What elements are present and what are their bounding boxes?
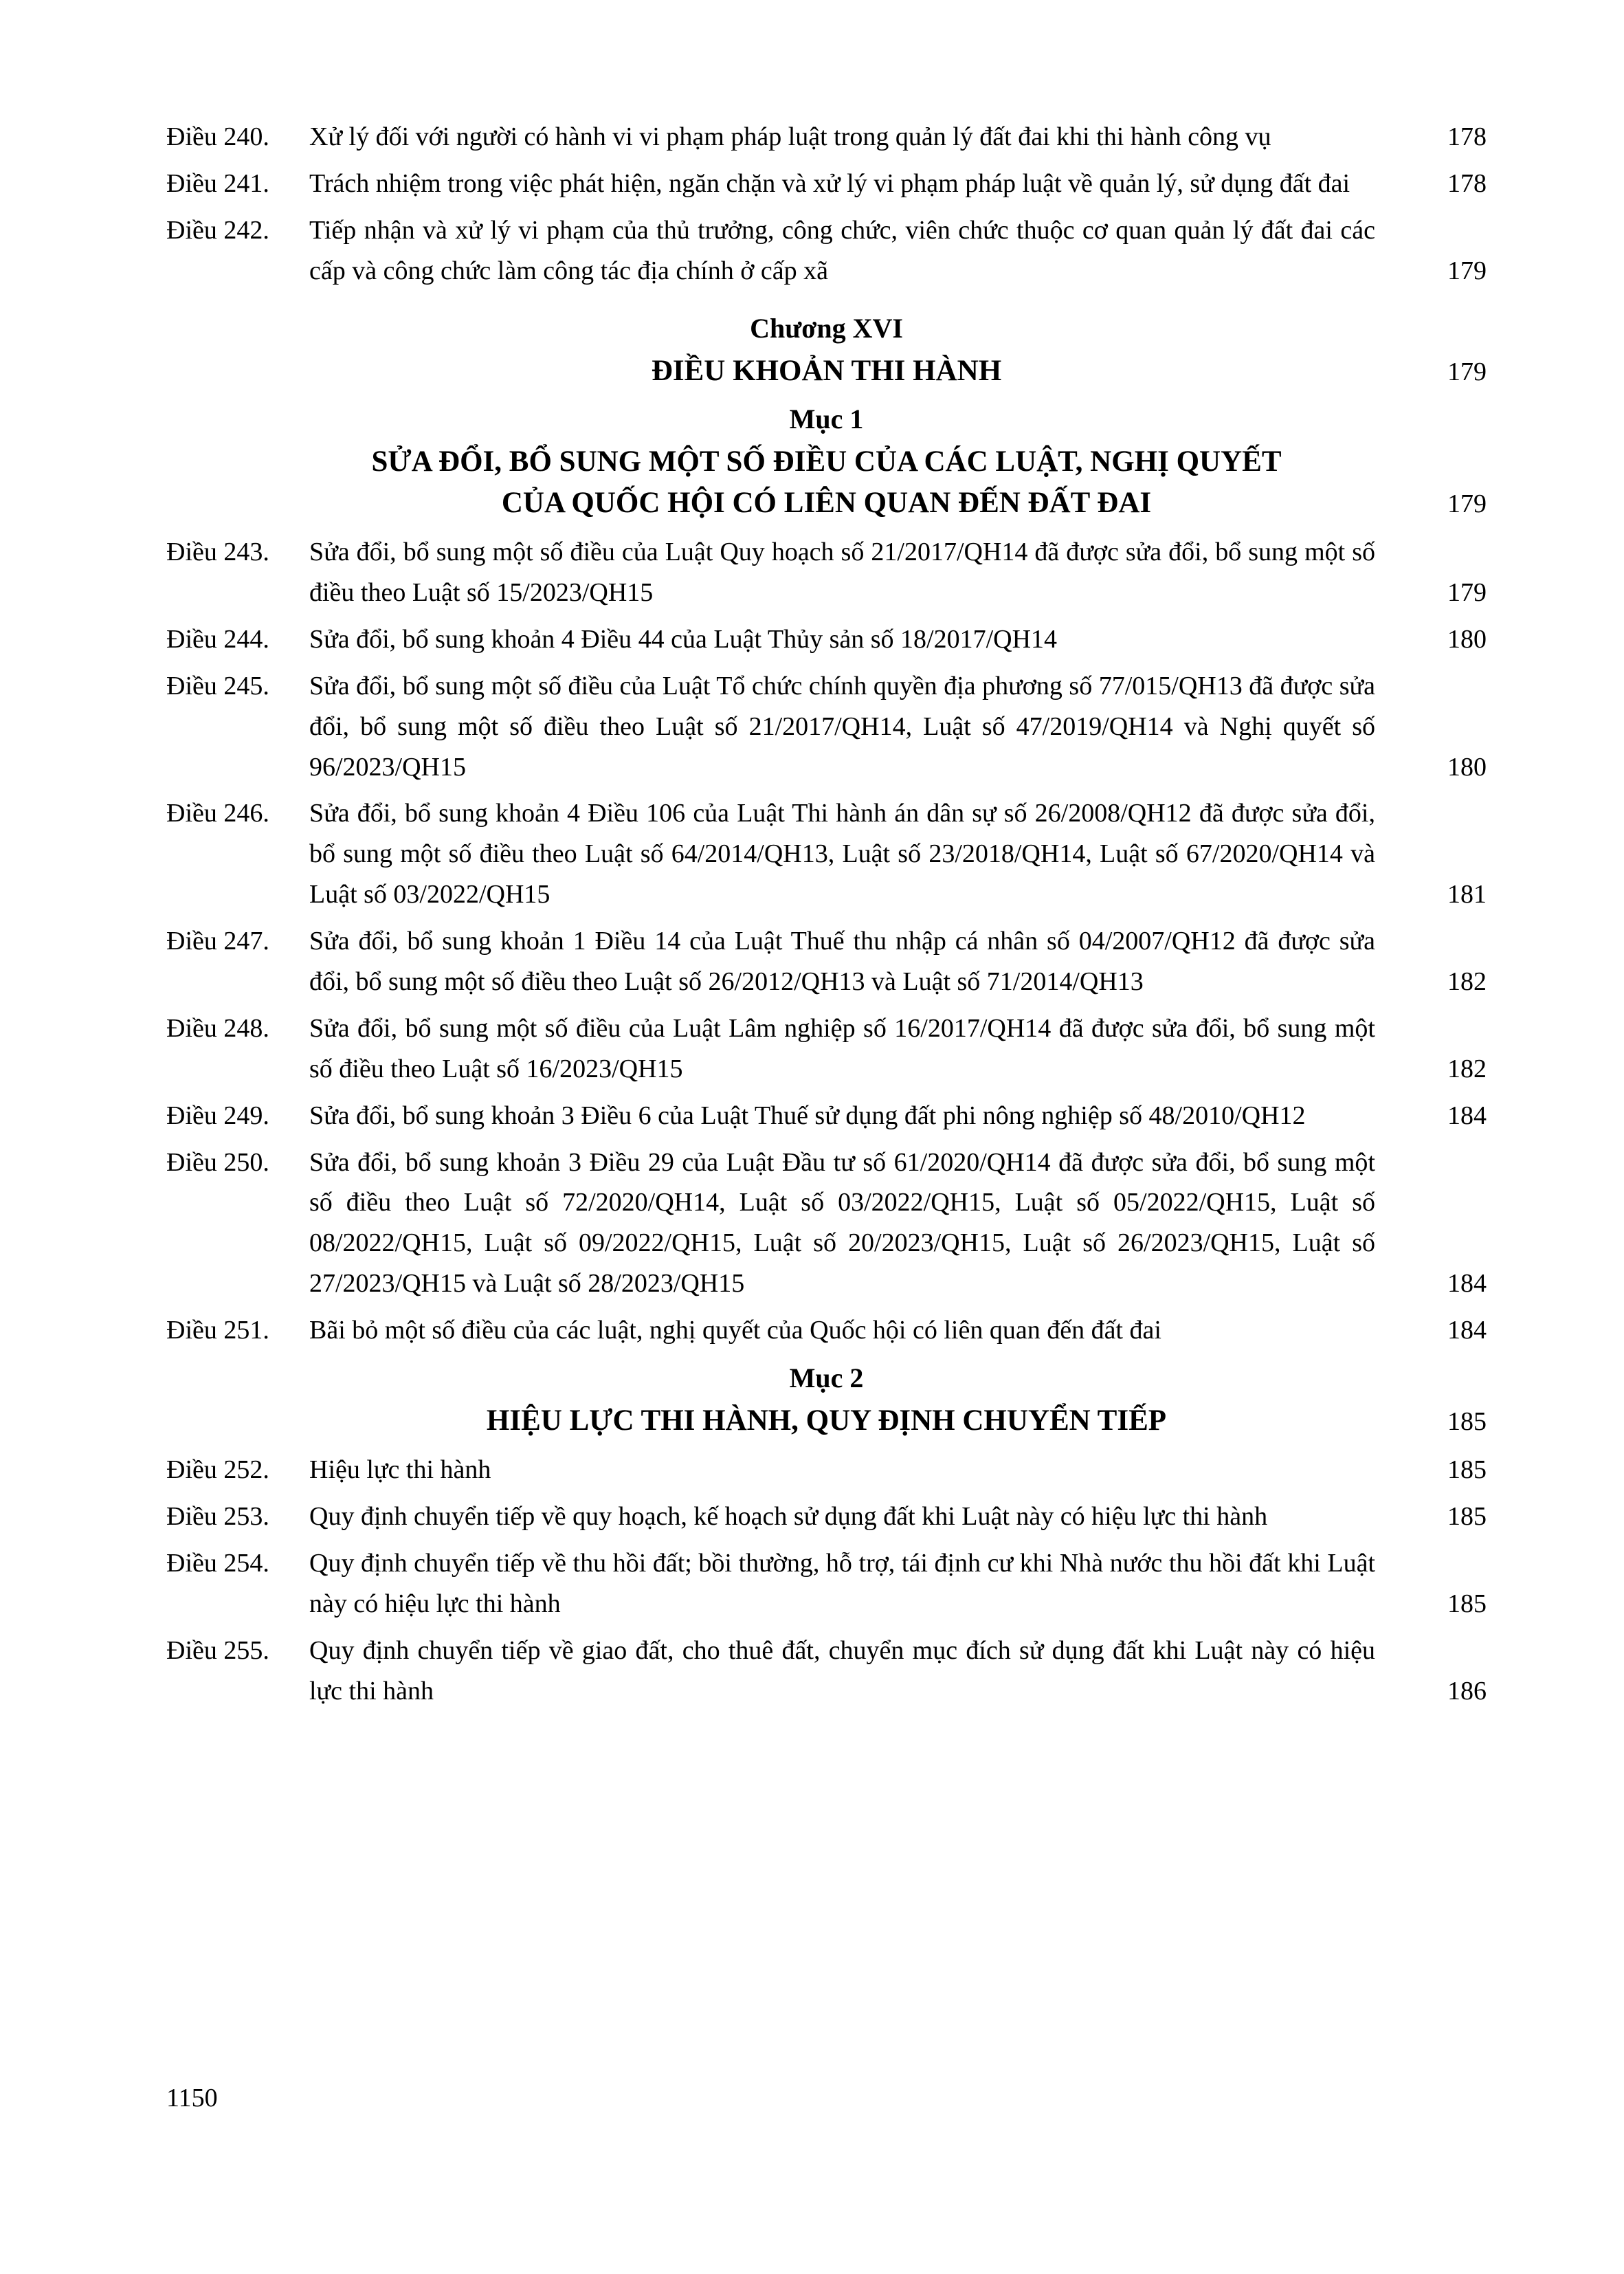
toc-heading-chapter-label: [166, 309, 1487, 348]
toc-entry: [166, 164, 1487, 204]
toc-heading-muc-label: [166, 400, 1487, 439]
entry-page-number: 184: [1447, 1316, 1487, 1345]
entry-article-label: Điều 240.: [166, 122, 269, 151]
heading-text: SỬA ĐỔI, BỔ SUNG MỘT SỐ ĐIỀU CỦA CÁC LUẬT, NGHỊ QUYẾT CỦA QUỐC HỘI CÓ LIÊN QUAN ĐẾN ĐẤT ĐAI: [371, 445, 1282, 519]
toc-heading-chapter-title: [166, 351, 1487, 392]
entry-page-number: 181: [1447, 880, 1487, 909]
toc-entry: [166, 1142, 1487, 1305]
entry-page-number: 186: [1447, 1676, 1487, 1706]
heading-text: HIỆU LỰC THI HÀNH, QUY ĐỊNH CHUYỂN TIẾP: [486, 1404, 1167, 1437]
entry-page-number: 179: [1447, 357, 1487, 386]
heading-text: Mục 1: [789, 403, 864, 434]
entry-title-text: Tiếp nhận và xử lý vi phạm của thủ trưởng, công chức, viên chức thuộc cơ quan quản lý đất đai các cấp và công chức làm công tác địa chính ở cấp xã: [309, 215, 1375, 285]
toc-heading-muc-label: [166, 1359, 1487, 1398]
toc-entry: [166, 1631, 1487, 1712]
toc-entry: [166, 1450, 1487, 1490]
entry-title-text: Sửa đổi, bổ sung một số điều của Luật Tổ chức chính quyền địa phương số 77/015/QH13 đã được sửa đổi, bổ sung một số điều theo Luật số 21/2017/QH14, Luật số 47/2019/QH14 và Nghị quyết số 96/2023/QH15: [309, 671, 1375, 782]
entry-article-label: Điều 255.: [166, 1635, 269, 1665]
entry-title-text: Xử lý đối với người có hành vi vi phạm pháp luật trong quản lý đất đai khi thi hành công vụ: [309, 122, 1271, 151]
toc-entry: [166, 1497, 1487, 1537]
entry-page-number: 180: [1447, 624, 1487, 654]
entry-article-label: Điều 254.: [166, 1549, 269, 1578]
entry-title-text: Bãi bỏ một số điều của các luật, nghị quyết của Quốc hội có liên quan đến đất đai: [309, 1316, 1161, 1345]
entry-page-number: 184: [1447, 1269, 1487, 1299]
toc-entry: [166, 793, 1487, 915]
entry-article-label: Điều 244.: [166, 624, 269, 654]
entry-page-number: 179: [1447, 578, 1487, 608]
entry-page-number: 178: [1447, 168, 1487, 198]
entry-title-text: Trách nhiệm trong việc phát hiện, ngăn chặn và xử lý vi phạm pháp luật về quản lý, sử dụng đất đai: [309, 168, 1350, 198]
entry-article-label: Điều 252.: [166, 1455, 269, 1485]
entry-page-number: 184: [1447, 1101, 1487, 1130]
entry-title-text: Sửa đổi, bổ sung khoản 1 Điều 14 của Luật Thuế thu nhập cá nhân số 04/2007/QH12 đã được sửa đổi, bổ sung một số điều theo Luật số 26/2012/QH13 và Luật số 71/2014/QH13: [309, 927, 1375, 997]
entry-title-text: Quy định chuyển tiếp về giao đất, cho thuê đất, chuyển mục đích sử dụng đất khi Luật này có hiệu lực thi hành: [309, 1635, 1375, 1706]
entry-article-label: Điều 241.: [166, 168, 269, 198]
toc-entry: [166, 1096, 1487, 1136]
toc-heading-section-title: [166, 441, 1487, 524]
toc-entry: [166, 1008, 1487, 1090]
entry-title-text: Sửa đổi, bổ sung khoản 4 Điều 106 của Luật Thi hành án dân sự số 26/2008/QH12 đã được sửa đổi, bổ sung một số điều theo Luật số 64/2014/QH13, Luật số 23/2018/QH14, Luật số 67/2020/QH14 và Luật số 03/2022/QH15: [309, 799, 1375, 909]
toc-entry: [166, 1310, 1487, 1351]
entry-article-label: Điều 246.: [166, 799, 269, 828]
entry-page-number: 179: [1447, 489, 1487, 518]
toc-entry: [166, 921, 1487, 1002]
entry-title-text: Sửa đổi, bổ sung một số điều của Luật Lâm nghiệp số 16/2017/QH14 đã được sửa đổi, bổ sung một số điều theo Luật số 16/2023/QH15: [309, 1013, 1375, 1083]
entry-title-text: Sửa đổi, bổ sung khoản 3 Điều 29 của Luật Đầu tư số 61/2020/QH14 đã được sửa đổi, bổ sung một số điều theo Luật số 72/2020/QH14, Luật số 03/2022/QH15, Luật số 05/2022/QH15, Luật số 08/2022/QH15, Luật số 09/2022/QH15, Luật số 20/2023/QH15, Luật số 26/2023/QH15, Luật số 27/2023/QH15 và Luật số 28/2023/QH15: [309, 1147, 1375, 1299]
heading-text: Mục 2: [789, 1362, 864, 1394]
entry-article-label: Điều 243.: [166, 538, 269, 567]
toc-entry: [166, 666, 1487, 788]
toc-entry: [166, 1543, 1487, 1624]
toc-heading-section-title: [166, 1400, 1487, 1442]
toc-entry: [166, 532, 1487, 613]
entry-page-number: 182: [1447, 1054, 1487, 1083]
entry-article-label: Điều 253.: [166, 1502, 269, 1532]
entry-page-number: 185: [1447, 1502, 1487, 1532]
entry-article-label: Điều 249.: [166, 1101, 269, 1130]
entry-title-text: Sửa đổi, bổ sung khoản 4 Điều 44 của Luật Thủy sản số 18/2017/QH14: [309, 624, 1058, 654]
entry-title-text: Quy định chuyển tiếp về thu hồi đất; bồi thường, hỗ trợ, tái định cư khi Nhà nước thu hồi đất khi Luật này có hiệu lực thi hành: [309, 1549, 1375, 1618]
entry-article-label: Điều 247.: [166, 927, 269, 956]
table-of-contents: [166, 117, 1487, 1712]
toc-entry: [166, 117, 1487, 157]
entry-title-text: Sửa đổi, bổ sung một số điều của Luật Quy hoạch số 21/2017/QH14 đã được sửa đổi, bổ sung một số điều theo Luật số 15/2023/QH15: [309, 538, 1375, 608]
entry-page-number: 185: [1447, 1407, 1487, 1437]
entry-article-label: Điều 245.: [166, 671, 269, 700]
entry-page-number: 180: [1447, 752, 1487, 782]
heading-text: Chương XVI: [750, 312, 903, 344]
toc-entry: [166, 210, 1487, 291]
entry-page-number: 185: [1447, 1455, 1487, 1485]
entry-title-text: Sửa đổi, bổ sung khoản 3 Điều 6 của Luật Thuế sử dụng đất phi nông nghiệp số 48/2010/QH12: [309, 1101, 1306, 1130]
toc-entry: [166, 619, 1487, 660]
entry-page-number: 185: [1447, 1589, 1487, 1618]
entry-title-text: Quy định chuyển tiếp về quy hoạch, kế hoạch sử dụng đất khi Luật này có hiệu lực thi hành: [309, 1502, 1268, 1532]
heading-text: ĐIỀU KHOẢN THI HÀNH: [651, 354, 1002, 387]
entry-article-label: Điều 242.: [166, 215, 269, 245]
entry-article-label: Điều 251.: [166, 1316, 269, 1345]
entry-page-number: 179: [1447, 256, 1487, 285]
entry-page-number: 178: [1447, 122, 1487, 151]
footer-page-number: 1150: [166, 2084, 218, 2113]
entry-page-number: 182: [1447, 967, 1487, 997]
entry-title-text: Hiệu lực thi hành: [309, 1455, 491, 1485]
entry-article-label: Điều 248.: [166, 1013, 269, 1043]
entry-article-label: Điều 250.: [166, 1147, 269, 1177]
